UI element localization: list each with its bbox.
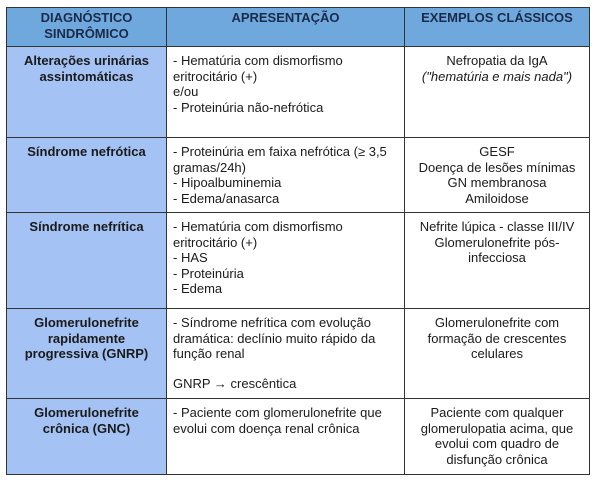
example-line: Nefrite lúpica - classe III/IV xyxy=(419,219,575,234)
table-row xyxy=(7,399,590,475)
example-line: GN membranosa xyxy=(447,175,547,190)
syndrome-name: Síndrome nefrítica xyxy=(7,213,167,309)
table-header-row xyxy=(7,8,590,47)
example-line: Glomerulonefrite com formação de crescentes celulares xyxy=(427,315,567,361)
table-row xyxy=(7,138,590,213)
example-line: Paciente com qualquer glomerulopatia acima, que evolui com quadro de disfunção crônica xyxy=(420,405,574,467)
presentation-line: - Proteinúria não-nefrótica xyxy=(173,99,324,115)
presentation-line: - Proteinúria em faixa nefrótica (≥ 3,5 gramas/24h) xyxy=(173,144,387,175)
presentation-line: - Edema/anasarca xyxy=(173,190,280,206)
presentation-line: - Hematúria com dismorfismo eritrocitário (+) xyxy=(173,219,343,250)
examples-cell xyxy=(405,138,590,213)
syndrome-name: Glomerulonefrite crônica (GNC) xyxy=(7,399,167,475)
example-line: Doença de lesões mínimas xyxy=(418,159,576,175)
example-line: GESF xyxy=(479,144,515,159)
header-presentation: APRESENTAÇÃO xyxy=(167,8,405,47)
syndromes-table xyxy=(6,7,590,475)
presentation-cell xyxy=(167,47,405,138)
syndrome-name: Alterações urinárias assintomáticas xyxy=(7,47,167,138)
presentation-spacer xyxy=(173,362,398,376)
example-line: Nefropatia da IgA xyxy=(446,53,548,68)
presentation-line: - Síndrome nefrítica com evolução dramática: declínio muito rápido da função renal xyxy=(173,315,376,361)
presentation-line: - Paciente com glomerulonefrite que evolui com doença renal crônica xyxy=(173,405,382,436)
presentation-line: e/ou xyxy=(173,84,199,99)
example-line: Amiloidose xyxy=(465,190,529,206)
syndrome-name: Síndrome nefrótica xyxy=(7,138,167,213)
examples-cell xyxy=(405,309,590,399)
presentation-line: - Edema xyxy=(173,281,223,296)
table-row xyxy=(7,47,590,138)
presentation-line: - Hipoalbuminemia xyxy=(173,175,282,190)
presentation-cell xyxy=(167,138,405,213)
presentation-line: - Hematúria com dismorfismo eritrocitário (+) xyxy=(173,53,343,84)
presentation-line: GNRP → crescêntica xyxy=(173,375,297,391)
presentation-cell xyxy=(167,399,405,475)
presentation-line: - Proteinúria xyxy=(173,265,244,281)
header-diagnosis: DIAGNÓSTICO SINDRÔMICO xyxy=(7,8,167,47)
table-row xyxy=(7,213,590,309)
header-examples: EXEMPLOS CLÁSSICOS xyxy=(405,8,590,47)
examples-cell xyxy=(405,47,590,138)
syndrome-name: Glomerulonefrite rapidamente progressiva (GNRP) xyxy=(7,309,167,399)
presentation-cell xyxy=(167,309,405,399)
example-line: Glomerulonefrite pós-infecciosa xyxy=(434,234,560,265)
presentation-cell xyxy=(167,213,405,309)
examples-cell xyxy=(405,399,590,475)
table-row xyxy=(7,309,590,399)
presentation-line: - HAS xyxy=(173,250,208,265)
example-line: ("hematúria e mais nada") xyxy=(421,68,573,84)
examples-cell xyxy=(405,213,590,309)
